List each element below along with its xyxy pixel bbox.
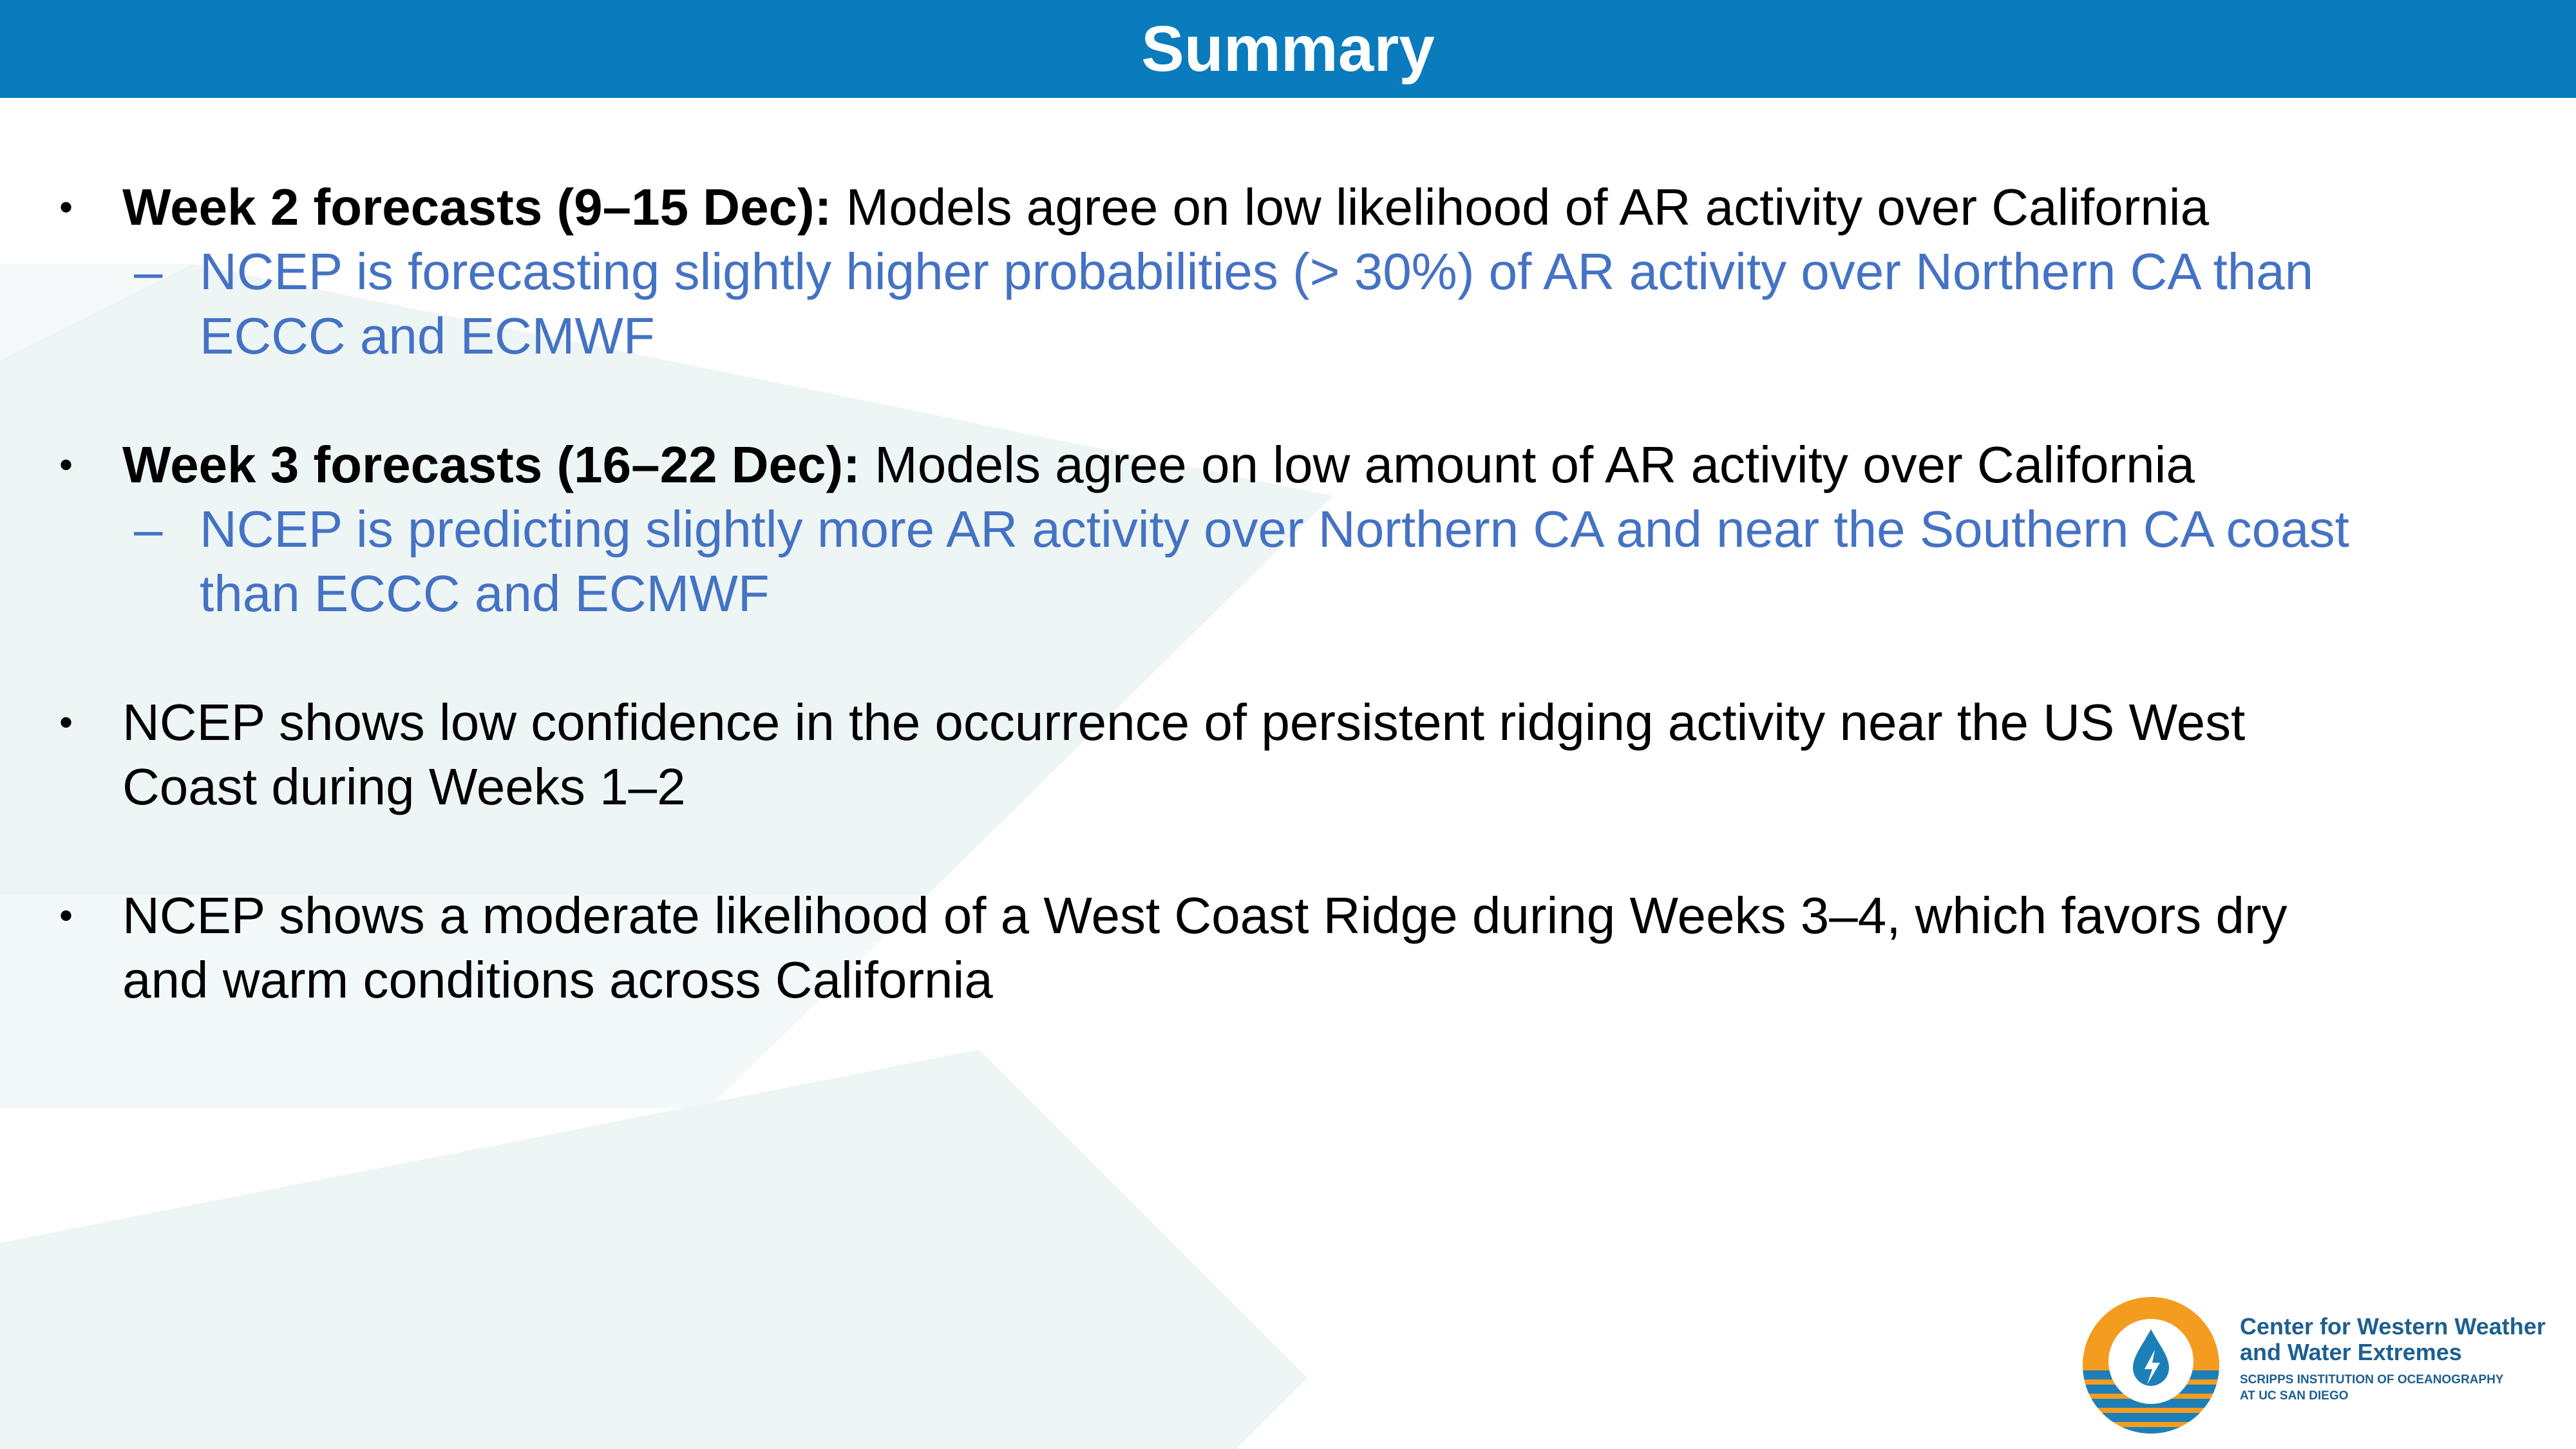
- logo-subtitle: [2240, 1372, 2562, 1404]
- bullet-text: [122, 690, 2415, 819]
- subbullet-marker: –: [134, 500, 163, 558]
- bullet-lead: Week 3 forecasts (16–22 Dec):: [122, 436, 860, 493]
- logo-subtitle-line: AT UC SAN DIEGO: [2240, 1389, 2349, 1403]
- subbullet-marker: –: [134, 243, 163, 300]
- subbullet-line: than ECCC and ECMWF: [200, 565, 770, 622]
- bullet-marker: •: [59, 701, 73, 744]
- logo-subtitle-line: SCRIPPS INSTITUTION OF OCEANOGRAPHY: [2240, 1373, 2504, 1387]
- bullet-text: [122, 884, 2415, 1012]
- logo-name-line: Center for Western Weather: [2240, 1313, 2546, 1340]
- bullet-marker: •: [59, 443, 73, 486]
- title-bar: [0, 0, 2576, 98]
- bullet-body: Models agree on low amount of AR activity over California: [860, 436, 2195, 493]
- subbullet-line: ECCC and ECMWF: [200, 307, 655, 365]
- bullet-text: [122, 175, 2415, 240]
- bullet-marker: •: [59, 894, 73, 937]
- bullet-line: Coast during Weeks 1–2: [122, 758, 686, 815]
- bullet-text: [122, 433, 2415, 497]
- bullet-body: Models agree on low likelihood of AR activity over California: [831, 178, 2210, 236]
- subbullet-text: [200, 497, 2479, 626]
- bullet-line: and warm conditions across California: [122, 951, 993, 1009]
- page-title: Summary: [1141, 12, 1435, 85]
- bullet-line: NCEP shows low confidence in the occurrence of persistent ridging activity near the US West: [122, 694, 2246, 751]
- subbullet-text: [200, 240, 2479, 368]
- logo-name: [2240, 1314, 2562, 1365]
- cw3e-logo: [2080, 1294, 2557, 1436]
- bullet-marker: •: [59, 185, 73, 229]
- logo-name-line: and Water Extremes: [2240, 1339, 2462, 1365]
- bullet-line: NCEP shows a moderate likelihood of a West Coast Ridge during Weeks 3–4, which favors dry: [122, 887, 2287, 944]
- subbullet-line: NCEP is predicting slightly more AR activity over Northern CA and near the Southern CA coast: [200, 500, 2349, 558]
- water-drop-icon: [2080, 1294, 2222, 1436]
- subbullet-line: NCEP is forecasting slightly higher probabilities (> 30%) of AR activity over Northern CA than: [200, 243, 2314, 300]
- bullet-lead: Week 2 forecasts (9–15 Dec):: [122, 178, 832, 236]
